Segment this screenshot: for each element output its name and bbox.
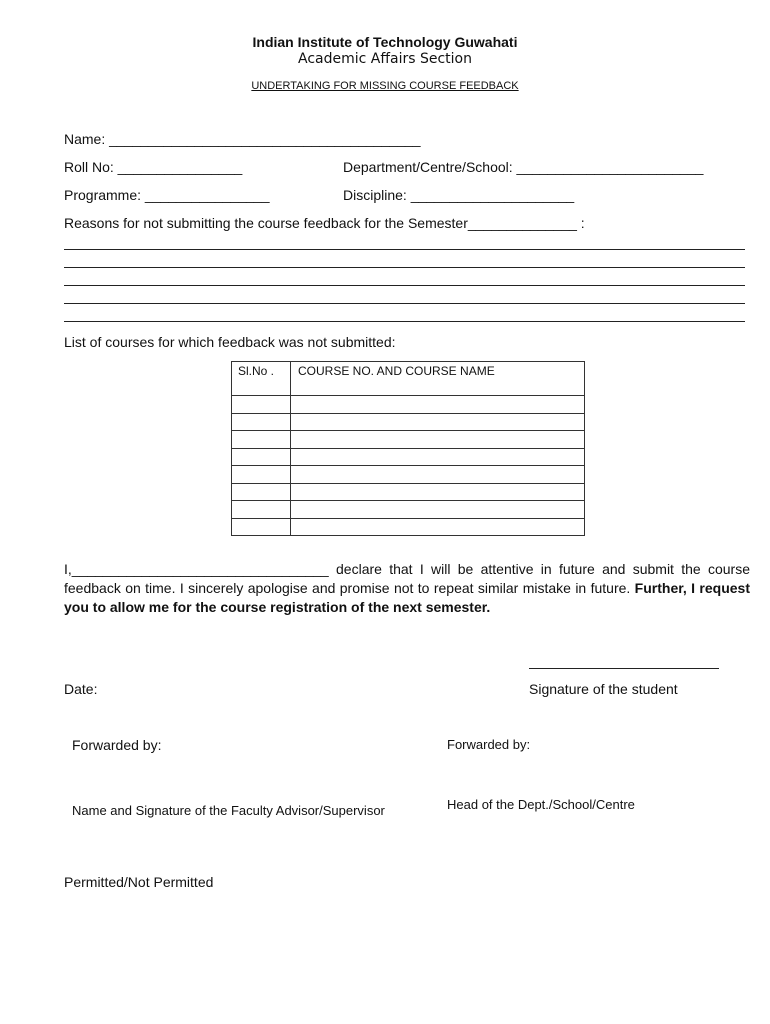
table-cell (232, 483, 291, 501)
declaration (64, 560, 750, 617)
table-cell (291, 413, 585, 431)
head-of-dept-label: Head of the Dept./School/Centre (447, 797, 635, 812)
course-table (231, 361, 585, 536)
reason-line (64, 249, 745, 250)
signature-line (529, 668, 719, 669)
table-row (232, 466, 585, 484)
table-row (232, 518, 585, 536)
declaration-request: Further, I request you to allow me for the course registration of the next semester. (64, 580, 750, 615)
institute-name: Indian Institute of Technology Guwahati (252, 34, 518, 50)
reason-line (64, 303, 745, 304)
table-cell (291, 501, 585, 519)
table-header-row (232, 362, 585, 396)
table-cell (232, 466, 291, 484)
table-cell (291, 466, 585, 484)
reason-line (64, 285, 745, 286)
table-cell (232, 501, 291, 519)
reason-line (64, 267, 745, 268)
table-cell (232, 431, 291, 449)
course-list-label: List of courses for which feedback was not submitted: (64, 334, 396, 350)
roll-no-field: Roll No: ________________ (64, 159, 243, 175)
section-name: Academic Affairs Section (298, 51, 472, 67)
student-signature-label: Signature of the student (529, 681, 678, 697)
form-title: UNDERTAKING FOR MISSING COURSE FEEDBACK (251, 80, 519, 92)
forwarded-by-right: Forwarded by: (447, 737, 531, 752)
name-field: Name: ________________________________________ (64, 131, 421, 147)
table-cell (291, 483, 585, 501)
forwarded-by-left: Forwarded by: (72, 737, 162, 753)
table-row (232, 431, 585, 449)
table-row (232, 413, 585, 431)
table-row (232, 396, 585, 414)
programme-field: Programme: ________________ (64, 187, 270, 203)
permitted-label: Permitted/Not Permitted (64, 874, 214, 890)
table-cell (291, 431, 585, 449)
table-row (232, 483, 585, 501)
department-field: Department/Centre/School: ________________________ (343, 159, 704, 175)
discipline-field: Discipline: _____________________ (343, 187, 575, 203)
reason-line (64, 321, 745, 322)
header-course-name: COURSE NO. AND COURSE NAME (291, 362, 585, 396)
table-cell (291, 448, 585, 466)
date-label: Date: (64, 681, 98, 697)
table-cell (232, 448, 291, 466)
reasons-field: Reasons for not submitting the course feedback for the Semester______________ : (64, 215, 585, 231)
header-sl-no: Sl.No . (232, 362, 291, 396)
table-cell (232, 413, 291, 431)
declaration-text: I,_________________________________ declare that I will be attentive in future and submit the course feedback on time. I sincerely apologise and promise not to repeat similar mistake in future. (64, 561, 750, 596)
table-cell (291, 518, 585, 536)
table-cell (291, 396, 585, 414)
table-row (232, 501, 585, 519)
table-cell (232, 518, 291, 536)
faculty-advisor-label: Name and Signature of the Faculty Advisor/Supervisor (72, 803, 385, 818)
table-row (232, 448, 585, 466)
table-cell (232, 396, 291, 414)
